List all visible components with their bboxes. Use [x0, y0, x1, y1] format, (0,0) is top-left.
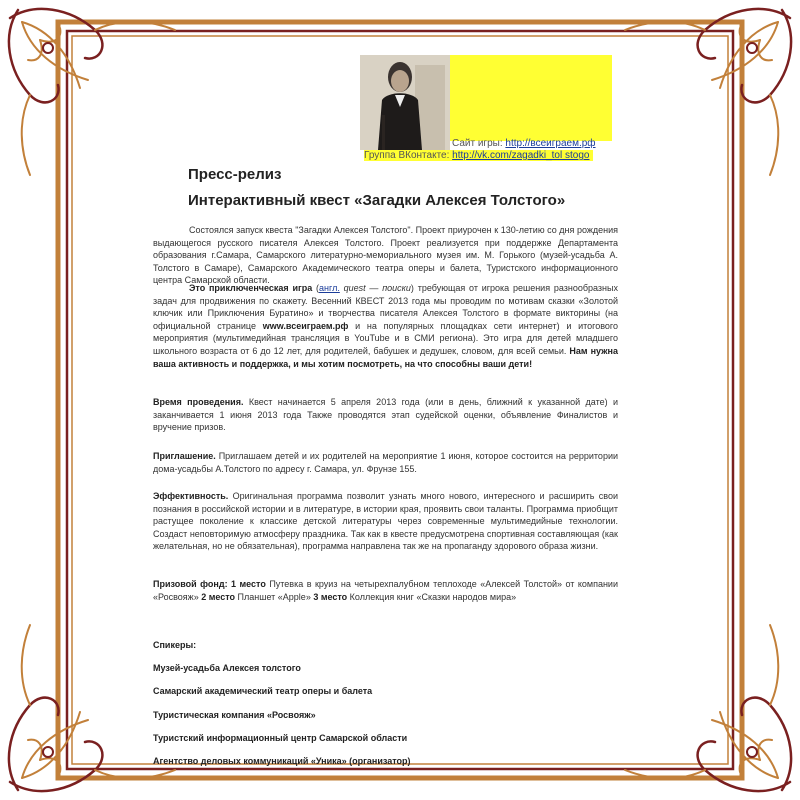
portrait-image [360, 55, 450, 150]
about-text: требующая от игрока решения разнообразных задач для продвижения по скажету. Весенний КВЕСТ 2013 года мы проводим по мотивам сказки «Золотой ключик или Приключения Буратино» и творчества писателя Алексея Толстого в формате викторины (на официальной странице [153, 283, 618, 331]
time-paragraph [153, 396, 618, 434]
group-line [364, 150, 593, 161]
invite-text: Приглашаем детей и их родителей на мероприятие 1 июня, которое состоится на рерритории дома-усадьбы А.Толстого по адресу г. Самара, ул. Фрунзе 155. [153, 451, 618, 474]
invite-paragraph [153, 450, 618, 475]
speaker-item: Музей-усадьба Алексея толстого [153, 663, 301, 673]
prize-paragraph [153, 578, 618, 603]
engl-link[interactable]: англ. [319, 283, 340, 293]
effect-paragraph [153, 490, 618, 553]
about-paren-close: ) [410, 283, 414, 293]
speakers-heading: Спикеры: [153, 640, 197, 650]
time-text: Квест начинается 5 апреля 2013 года (или в день, ближний к указанной дате) и заканчивается 1 июня 2013 года Также проводятся этап судейской оценки, объявление Финалистов и вручение призов. [153, 397, 618, 433]
prize-text-2: Планшет «Apple» [235, 591, 311, 602]
header-yellow-banner [450, 55, 612, 141]
site-line [452, 138, 596, 149]
press-release-heading: Пресс-релиз [188, 166, 282, 183]
speaker-item: Туристский информационный центр Самарской области [153, 733, 408, 743]
about-paragraph [153, 282, 618, 370]
prize-place-2: 2 место [198, 591, 236, 602]
site-link[interactable]: http://всеиграем.рф [505, 138, 596, 149]
about-paren-open: ( [312, 283, 320, 293]
effect-label: Эффективность. [153, 491, 229, 501]
speaker-item: Самарский академический театр оперы и балета [153, 686, 373, 696]
time-label: Время проведения. [153, 397, 244, 407]
group-link[interactable]: http://vk.com/zagadki_tol stogo [452, 150, 590, 161]
effect-text: Оригинальная программа позволит узнать много нового, интересного и расширить свои познания в российской истории и в литературе, в истории края, проявить свои таланты. Программа приобщит растущее поколение к классике детской литературы через современные мультимедийные технологии. Создаст неповторимую атмосферу праздника. Так как в квесте предусмотрена спортивная составляющая (как желательная, но не обязательная), программа направлена так же на пропаганду здорового образа жизни. [153, 491, 618, 552]
prize-text-1: Путевка в круиз на четырехпалубном теплоходе «Алексей Толстой» от компании «Росвояж» [153, 579, 618, 602]
prize-place-1: 1 место [227, 579, 266, 589]
about-site: www.всеиграем.рф [262, 320, 349, 331]
about-lead: Это приключенческая игра [189, 283, 313, 293]
prize-text-3: Коллекция книг «Сказки народов мира» [347, 591, 517, 602]
invite-label: Приглашение. [153, 451, 216, 461]
group-label: Группа ВКонтакте: [364, 150, 453, 161]
speaker-item: Агентство деловых коммуникаций «Уника» (организатор) [153, 756, 411, 766]
prize-label: Призовой фонд: [153, 579, 228, 589]
about-closing: Нам нужна ваша активность и поддержка, и мы хотим посмотреть, на что способны ваши дети! [153, 345, 618, 369]
prize-place-3: 3 место [310, 591, 348, 602]
about-quest: quest — поиски [339, 283, 411, 293]
speaker-item: Туристическая компания «Росвояж» [153, 710, 316, 720]
intro-text: Состоялся запуск квеста "Загадки Алексея Толстого". Проект приурочен к 130-летию со дня рождения выдающегося русского писателя Алексея Толстого. Проект реализуется при поддержке Департамента образования г.Самара, Самарского литературно-мемориального музея им. М. Горького (музей-усадьба А. Толстого в Самаре), Самарского Академического театра оперы и балета, Туристского информационного центра Самарской области. [153, 225, 618, 286]
about-text2: и на популярных площадках сети интернет) и итогового мероприятия (мультимедийная трансляция в YouTube и в СМИ региона). Это игра для детей младшего школьного возраста от 6 до 12 лет, для родителей, бабушек и дедушек, словом, для всей семьи. [153, 320, 619, 356]
site-label: Сайт игры: [452, 138, 506, 149]
quest-title: Интерактивный квест «Загадки Алексея Толстого» [188, 192, 566, 209]
intro-paragraph [153, 224, 618, 287]
